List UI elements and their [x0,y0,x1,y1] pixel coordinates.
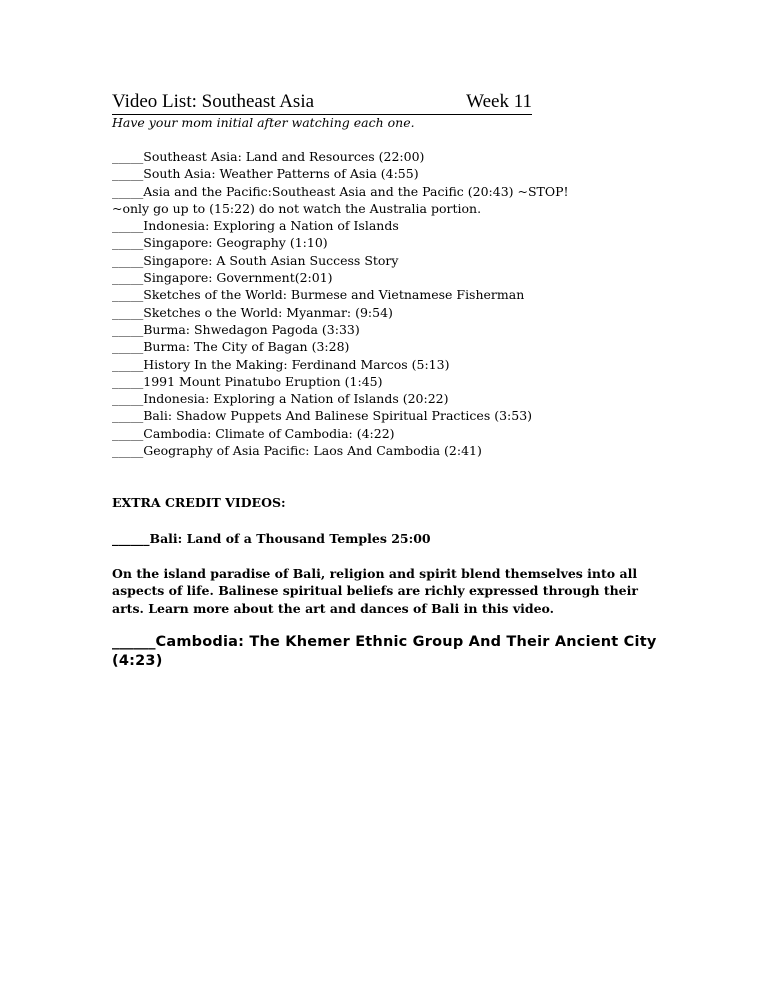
video-list-item [112,304,569,321]
video-title: Burma: The City of Bagan (3:28) [143,339,350,355]
video-title: South Asia: Weather Patterns of Asia (4:55) [143,166,419,182]
video-list-item [112,286,569,303]
video-title: Bali: Shadow Puppets And Balinese Spiritual Practices (3:53) [143,408,533,424]
video-list-item [112,234,569,251]
initial-blank: _____ [112,235,144,251]
video-title: Southeast Asia: Land and Resources (22:00) [143,149,425,164]
initial-blank: _____ [112,321,144,337]
video-title: Indonesia: Exploring a Nation of Islands (20:22) [143,391,449,407]
video-list-item [112,252,569,269]
video-list-item [112,321,569,338]
video-list-item [112,390,569,407]
initial-blank: _____ [112,287,144,303]
video-list-item [112,338,569,355]
initial-blank: _____ [112,391,144,407]
video-list-item [112,165,569,182]
initial-blank: ______ [112,634,156,650]
video-title: Singapore: Geography (1:10) [143,235,328,251]
initial-blank: _____ [112,149,144,164]
initial-blank: _____ [112,408,144,424]
initial-blank: _____ [112,425,144,441]
video-list [112,148,569,459]
extra-video-title: Bali: Land of a Thousand Temples 25:00 [149,531,431,546]
video-list-item [112,269,569,286]
initial-blank: _____ [112,443,144,459]
extra-video-title: Cambodia: The Khemer Ethnic Group And Their Ancient City (4:23) [112,634,657,669]
video-title: Geography of Asia Pacific: Laos And Cambodia (2:41) [143,443,482,459]
video-title: 1991 Mount Pinatubo Eruption (1:45) [143,373,383,389]
instruction-text: Have your mom initial after watching each one. [112,115,415,130]
initial-blank: _____ [112,218,144,234]
initial-blank: _____ [112,373,144,389]
video-title: Sketches of the World: Burmese and Vietnamese Fisherman [143,287,525,303]
video-title: Burma: Shwedagon Pagoda (3:33) [143,321,360,337]
video-list-item [112,442,569,459]
video-title: History In the Making: Ferdinand Marcos (5:13) [143,356,450,372]
page-title [112,90,532,115]
initial-blank: _____ [112,339,144,355]
video-title: ~only go up to (15:22) do not watch the Australia portion. [112,200,482,216]
video-list-item [112,425,569,442]
video-list-item [112,407,569,424]
video-list-item [112,373,569,390]
video-title: Cambodia: Climate of Cambodia: (4:22) [143,425,395,441]
video-title: Singapore: Government(2:01) [143,270,333,286]
video-list-item [112,183,569,200]
video-title: Sketches o the World: Myanmar: (9:54) [143,304,393,320]
video-list-item [112,356,569,373]
video-list-item [112,217,569,234]
video-title: Indonesia: Exploring a Nation of Islands [143,218,399,234]
initial-blank: _____ [112,304,144,320]
initial-blank: _____ [112,270,144,286]
title-text: Video List: Southeast Asia [112,91,315,112]
week-label: Week 11 [466,91,532,112]
initial-blank: _____ [112,183,144,199]
initial-blank: ______ [112,531,150,546]
initial-blank: _____ [112,252,144,268]
video-title: Asia and the Pacific:Southeast Asia and the Pacific (20:43) ~STOP! [143,183,569,199]
video-list-item [112,200,569,217]
video-title: Singapore: A South Asian Success Story [143,252,399,268]
extra-credit-video-1 [112,530,431,547]
initial-blank: _____ [112,166,144,182]
initial-blank: _____ [112,356,144,372]
extra-credit-video-2 [112,633,672,671]
extra-credit-heading: EXTRA CREDIT VIDEOS: [112,495,286,510]
extra-credit-description: On the island paradise of Bali, religion and spirit blend themselves into all aspects of life. Balinese spiritual beliefs are richly expressed through their arts. Learn more about the art and dances of Bali in this video. [112,566,638,616]
video-list-item [112,148,569,165]
